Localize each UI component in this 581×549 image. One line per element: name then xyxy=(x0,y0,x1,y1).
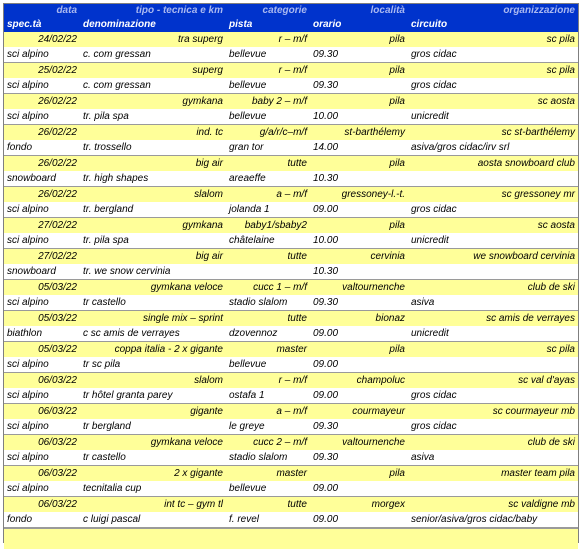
cell-data: 06/03/22 xyxy=(4,435,80,451)
event-row-top xyxy=(4,32,578,47)
cell-data: 05/03/22 xyxy=(4,342,80,358)
cell-tipo: superg xyxy=(80,63,226,79)
cell-tipo: 2 x gigante xyxy=(80,466,226,482)
cell-data: 26/02/22 xyxy=(4,94,80,110)
cell-specialita: sci alpino xyxy=(4,357,80,373)
cell-denominazione: tr castello xyxy=(80,295,226,311)
cell-denominazione: c sc amis de verrayes xyxy=(80,326,226,342)
cell-orario: 09.00 xyxy=(310,512,408,528)
cell-localita: pila xyxy=(310,94,408,110)
event-row-top xyxy=(4,311,578,327)
cell-circuito: unicredit xyxy=(408,233,578,249)
cell-denominazione: tr. we snow cervinia xyxy=(80,264,226,280)
cell-circuito: gros cidac xyxy=(408,47,578,63)
event-row-top xyxy=(4,280,578,296)
cell-circuito: gros cidac xyxy=(408,419,578,435)
cell-orario: 09.30 xyxy=(310,78,408,94)
cell-circuito: gros cidac xyxy=(408,388,578,404)
cell-data: 05/03/22 xyxy=(4,280,80,296)
cell-localita: cervinia xyxy=(310,249,408,265)
event-row-top xyxy=(4,218,578,234)
event-row-top xyxy=(4,63,578,79)
cell-circuito xyxy=(408,171,578,187)
cell-denominazione: c luigi pascal xyxy=(80,512,226,528)
cell-specialita: sci alpino xyxy=(4,388,80,404)
cell-localita: morgex xyxy=(310,497,408,513)
cell-organizzazione: club de ski xyxy=(408,435,578,451)
events-table xyxy=(4,4,578,528)
cell-pista: f. revel xyxy=(226,512,310,528)
event-row-bottom xyxy=(4,78,578,94)
cell-denominazione: c. com gressan xyxy=(80,47,226,63)
cell-specialita: sci alpino xyxy=(4,78,80,94)
event-row-top xyxy=(4,404,578,420)
event-row-bottom xyxy=(4,109,578,125)
cell-localita: bionaz xyxy=(310,311,408,327)
event-row-bottom xyxy=(4,450,578,466)
cell-specialita: sci alpino xyxy=(4,419,80,435)
cell-categorie: a – m/f xyxy=(226,187,310,203)
cell-orario: 10.00 xyxy=(310,109,408,125)
header-circuito: circuito xyxy=(408,17,578,32)
event-row-bottom xyxy=(4,326,578,342)
cell-specialita: sci alpino xyxy=(4,47,80,63)
cell-denominazione: c. com gressan xyxy=(80,78,226,94)
event-row-top xyxy=(4,497,578,513)
cell-denominazione: tr. trossello xyxy=(80,140,226,156)
cell-specialita: sci alpino xyxy=(4,233,80,249)
cell-pista: bellevue xyxy=(226,481,310,497)
cell-tipo: slalom xyxy=(80,187,226,203)
cell-localita: pila xyxy=(310,466,408,482)
event-row-top xyxy=(4,94,578,110)
event-row-bottom xyxy=(4,388,578,404)
cell-categorie: tutte xyxy=(226,311,310,327)
cell-tipo: gigante xyxy=(80,404,226,420)
header-categorie: categorie xyxy=(226,4,310,17)
cell-circuito: gros cidac xyxy=(408,202,578,218)
cell-organizzazione: aosta snowboard club xyxy=(408,156,578,172)
cell-data: 27/02/22 xyxy=(4,249,80,265)
cell-localita: pila xyxy=(310,218,408,234)
cell-data: 06/03/22 xyxy=(4,497,80,513)
cell-pista: bellevue xyxy=(226,47,310,63)
cell-specialita: sci alpino xyxy=(4,450,80,466)
calendar-sheet xyxy=(3,3,579,543)
cell-pista: bellevue xyxy=(226,357,310,373)
event-row-bottom xyxy=(4,295,578,311)
cell-localita: pila xyxy=(310,156,408,172)
cell-orario: 09.00 xyxy=(310,202,408,218)
event-row-top xyxy=(4,342,578,358)
cell-organizzazione: sc valdigne mb xyxy=(408,497,578,513)
cell-denominazione: tr. pila spa xyxy=(80,109,226,125)
cell-tipo: tra superg xyxy=(80,32,226,47)
cell-orario: 09.30 xyxy=(310,419,408,435)
cell-localita: valtournenche xyxy=(310,435,408,451)
cell-tipo: big air xyxy=(80,156,226,172)
cell-data: 05/03/22 xyxy=(4,311,80,327)
header-specialita: spec.tà xyxy=(4,17,80,32)
cell-specialita: sci alpino xyxy=(4,202,80,218)
cell-pista: gran tor xyxy=(226,140,310,156)
cell-organizzazione: sc gressoney mr xyxy=(408,187,578,203)
cell-tipo: slalom xyxy=(80,373,226,389)
cell-organizzazione: sc amis de verrayes xyxy=(408,311,578,327)
cell-circuito: senior/asiva/gros cidac/baby xyxy=(408,512,578,528)
cell-specialita: fondo xyxy=(4,512,80,528)
event-row-bottom xyxy=(4,512,578,528)
cell-pista: bellevue xyxy=(226,78,310,94)
event-row-top xyxy=(4,187,578,203)
cell-circuito: asiva xyxy=(408,450,578,466)
cell-localita: pila xyxy=(310,342,408,358)
cell-tipo: big air xyxy=(80,249,226,265)
cell-data: 06/03/22 xyxy=(4,404,80,420)
event-row-bottom xyxy=(4,202,578,218)
cell-organizzazione: master team pila xyxy=(408,466,578,482)
cell-data: 26/02/22 xyxy=(4,187,80,203)
cell-localita: st-barthélemy xyxy=(310,125,408,141)
cell-orario: 09.00 xyxy=(310,481,408,497)
cell-data: 06/03/22 xyxy=(4,373,80,389)
cell-pista xyxy=(226,264,310,280)
cell-tipo: int tc – gym tl xyxy=(80,497,226,513)
cell-circuito: asiva xyxy=(408,295,578,311)
cell-specialita: sci alpino xyxy=(4,295,80,311)
cell-tipo: single mix – sprint xyxy=(80,311,226,327)
cell-data: 27/02/22 xyxy=(4,218,80,234)
event-row-top xyxy=(4,249,578,265)
cell-pista: stadio slalom xyxy=(226,450,310,466)
cell-data: 25/02/22 xyxy=(4,63,80,79)
cell-specialita: fondo xyxy=(4,140,80,156)
cell-categorie: baby1/sbaby2 xyxy=(226,218,310,234)
cell-data: 26/02/22 xyxy=(4,156,80,172)
cell-pista: bellevue xyxy=(226,109,310,125)
cell-categorie: master xyxy=(226,342,310,358)
cell-categorie: tutte xyxy=(226,156,310,172)
cell-localita: champoluc xyxy=(310,373,408,389)
cell-organizzazione: sc pila xyxy=(408,32,578,47)
header-denominazione: denominazione xyxy=(80,17,226,32)
cell-denominazione: tr. bergland xyxy=(80,202,226,218)
event-row-top xyxy=(4,466,578,482)
cell-circuito: asiva/gros cidac/irv srl xyxy=(408,140,578,156)
header-tipo: tipo - tecnica e km xyxy=(80,4,226,17)
cell-categorie: master xyxy=(226,466,310,482)
cell-organizzazione: sc courmayeur mb xyxy=(408,404,578,420)
cell-tipo: ind. tc xyxy=(80,125,226,141)
event-row-top xyxy=(4,373,578,389)
cell-categorie: tutte xyxy=(226,249,310,265)
cell-categorie: a – m/f xyxy=(226,404,310,420)
cell-data: 06/03/22 xyxy=(4,466,80,482)
cell-pista: stadio slalom xyxy=(226,295,310,311)
cell-specialita: biathlon xyxy=(4,326,80,342)
event-row-bottom xyxy=(4,233,578,249)
cell-organizzazione: sc val d'ayas xyxy=(408,373,578,389)
cell-localita: courmayeur xyxy=(310,404,408,420)
cell-categorie: tutte xyxy=(226,497,310,513)
cell-denominazione: tr. pila spa xyxy=(80,233,226,249)
cell-orario: 09.00 xyxy=(310,326,408,342)
cell-denominazione: tr hôtel granta parey xyxy=(80,388,226,404)
cell-circuito: unicredit xyxy=(408,326,578,342)
event-row-bottom xyxy=(4,264,578,280)
cell-tipo: coppa italia - 2 x gigante xyxy=(80,342,226,358)
header-data: data xyxy=(4,4,80,17)
cell-specialita: snowboard xyxy=(4,264,80,280)
empty-row xyxy=(4,528,578,549)
cell-tipo: gymkana veloce xyxy=(80,280,226,296)
cell-pista: châtelaine xyxy=(226,233,310,249)
cell-orario: 09.00 xyxy=(310,357,408,373)
cell-orario: 10.00 xyxy=(310,233,408,249)
event-row-bottom xyxy=(4,171,578,187)
cell-organizzazione: we snowboard cervinia xyxy=(408,249,578,265)
event-row-top xyxy=(4,156,578,172)
cell-tipo: gymkana veloce xyxy=(80,435,226,451)
cell-categorie: r – m/f xyxy=(226,63,310,79)
cell-categorie: r – m/f xyxy=(226,32,310,47)
header-row-bottom xyxy=(4,17,578,32)
cell-orario: 10.30 xyxy=(310,171,408,187)
cell-specialita: sci alpino xyxy=(4,109,80,125)
cell-data: 24/02/22 xyxy=(4,32,80,47)
cell-orario: 10.30 xyxy=(310,264,408,280)
cell-organizzazione: club de ski xyxy=(408,280,578,296)
event-row-bottom xyxy=(4,47,578,63)
cell-pista: ostafa 1 xyxy=(226,388,310,404)
cell-denominazione: tecnitalia cup xyxy=(80,481,226,497)
cell-tipo: gymkana xyxy=(80,218,226,234)
cell-specialita: snowboard xyxy=(4,171,80,187)
cell-circuito xyxy=(408,264,578,280)
cell-orario: 09.30 xyxy=(310,47,408,63)
event-row-top xyxy=(4,435,578,451)
cell-tipo: gymkana xyxy=(80,94,226,110)
cell-orario: 09.30 xyxy=(310,450,408,466)
cell-pista: le greye xyxy=(226,419,310,435)
cell-categorie: baby 2 – m/f xyxy=(226,94,310,110)
event-row-bottom xyxy=(4,419,578,435)
cell-circuito xyxy=(408,357,578,373)
cell-orario: 09.30 xyxy=(310,295,408,311)
cell-circuito: unicredit xyxy=(408,109,578,125)
header-organizzazione: organizzazione xyxy=(408,4,578,17)
cell-denominazione: tr sc pila xyxy=(80,357,226,373)
cell-localita: gressoney-l.-t. xyxy=(310,187,408,203)
cell-pista: dzovennoz xyxy=(226,326,310,342)
header-orario: orario xyxy=(310,17,408,32)
header-row-top xyxy=(4,4,578,17)
header-pista: pista xyxy=(226,17,310,32)
cell-circuito: gros cidac xyxy=(408,78,578,94)
cell-pista: areaeffe xyxy=(226,171,310,187)
cell-circuito xyxy=(408,481,578,497)
cell-denominazione: tr castello xyxy=(80,450,226,466)
cell-categorie: g/a/r/c–m/f xyxy=(226,125,310,141)
cell-organizzazione: sc pila xyxy=(408,63,578,79)
cell-data: 26/02/22 xyxy=(4,125,80,141)
cell-denominazione: tr. high shapes xyxy=(80,171,226,187)
cell-organizzazione: sc pila xyxy=(408,342,578,358)
cell-orario: 09.00 xyxy=(310,388,408,404)
cell-localita: pila xyxy=(310,63,408,79)
cell-specialita: sci alpino xyxy=(4,481,80,497)
header-localita: località xyxy=(310,4,408,17)
event-row-bottom xyxy=(4,481,578,497)
event-row-top xyxy=(4,125,578,141)
cell-categorie: cucc 1 – m/f xyxy=(226,280,310,296)
cell-organizzazione: sc aosta xyxy=(408,94,578,110)
cell-organizzazione: sc st-barthélemy xyxy=(408,125,578,141)
cell-pista: jolanda 1 xyxy=(226,202,310,218)
cell-orario: 14.00 xyxy=(310,140,408,156)
cell-categorie: cucc 2 – m/f xyxy=(226,435,310,451)
cell-categorie: r – m/f xyxy=(226,373,310,389)
cell-localita: pila xyxy=(310,32,408,47)
cell-organizzazione: sc aosta xyxy=(408,218,578,234)
event-row-bottom xyxy=(4,140,578,156)
cell-denominazione: tr bergland xyxy=(80,419,226,435)
cell-localita: valtournenche xyxy=(310,280,408,296)
event-row-bottom xyxy=(4,357,578,373)
